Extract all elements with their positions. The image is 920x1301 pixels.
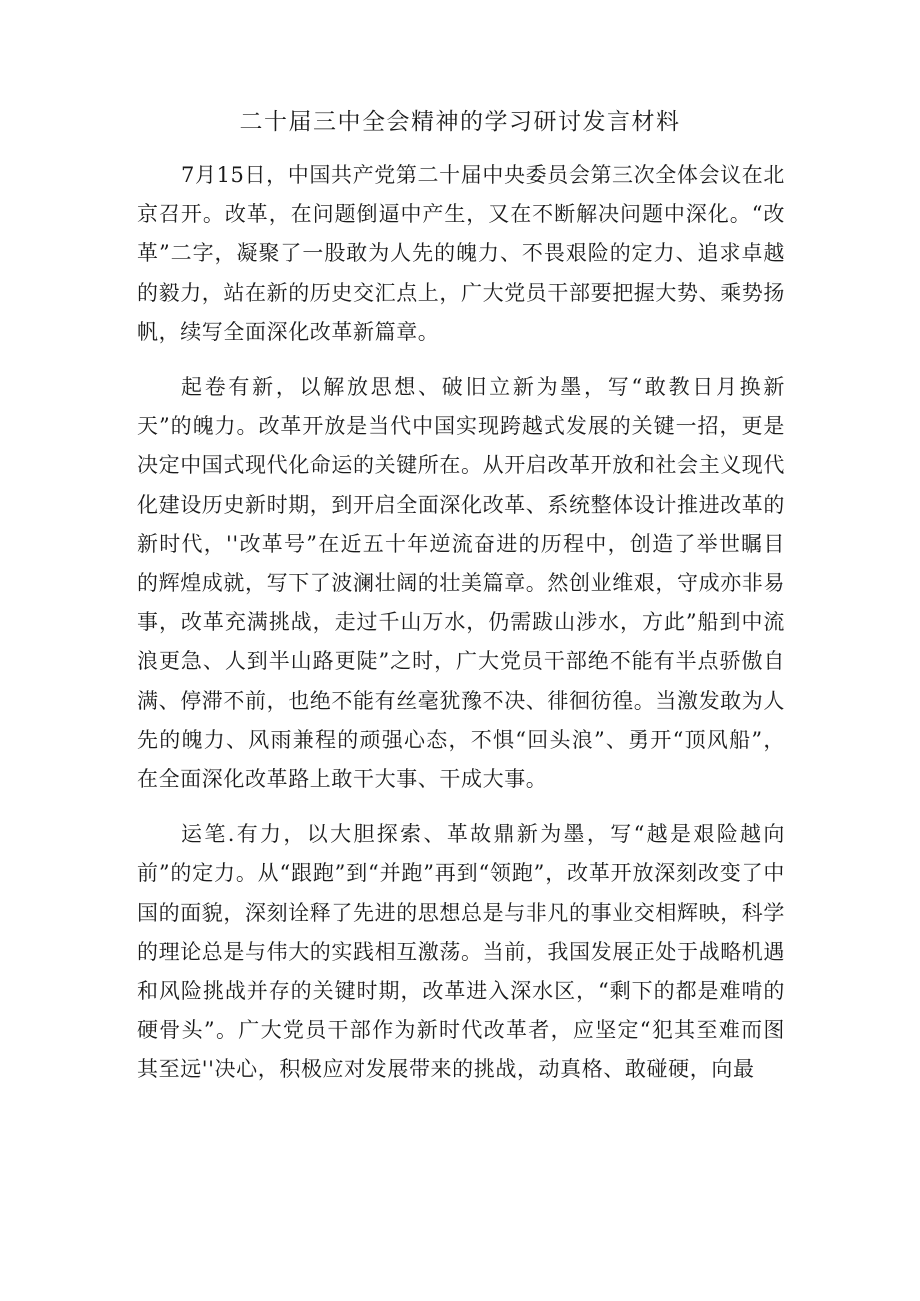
paragraph-courage: 起卷有新，以解放思想、破旧立新为墨，写“敢教日月换新天”的魄力。改革开放是当代中国实现跨越式发展的关键一招，更是决定中国式现代化命运的关键所在。从开启改革开放和社会主义现代化建设历史新时期，到开启全面深化改革、系统整体设计推进改革的新时代，''改革号”在近五十年逆流奋进的历程中，创造了举世瞩目的辉煌成就，写下了波澜壮阔的壮美篇章。然创业维艰，守成亦非易事，改革充满挑战，走过千山万水，仍需跋山涉水，方此”船到中流浪更急、人到半山路更陡”之时，广大党员干部绝不能有半点骄傲自满、停滞不前，也绝不能有丝毫犹豫不决、徘徊彷徨。当激发敢为人先的魄力、风雨兼程的顽强心态，不惧“回头浪”、勇开“顶风船”，在全面深化改革路上敢干大事、干成大事。 [137, 375, 785, 792]
paragraph-resolve: 运笔.有力，以大胆探索、革故鼎新为墨，写“越是艰险越向前”的定力。从“跟跑”到“并跑”再到“领跑”，改革开放深刻改变了中国的面貌，深刻诠释了先进的思想总是与非凡的事业交相辉映，科学的理论总是与伟大的实践相互激荡。当前，我国发展正处于战略机遇和风险挑战并存的关键时期，改革进入深水区，“剩下的都是难啃的硬骨头”。广大党员干部作为新时代改革者，应坚定“犯其至难而图其至远''决心，积极应对发展带来的挑战，动真格、敢碰硬，向最 [137, 822, 785, 1082]
document-body [137, 156, 785, 1090]
paragraph-opening: 7月15日，中国共产党第二十届中央委员会第三次全体会议在北京召开。改革，在问题倒逼中产生，又在不断解决问题中深化。“改革”二字，凝聚了一股敢为人先的魄力、不畏艰险的定力、追求卓越的毅力，站在新的历史交汇点上，广大党员干部要把握大势、乘势扬帆，续写全面深化改革新篇章。 [137, 163, 785, 344]
document-title: 二十届三中全会精神的学习研讨发言材料 [239, 109, 681, 135]
